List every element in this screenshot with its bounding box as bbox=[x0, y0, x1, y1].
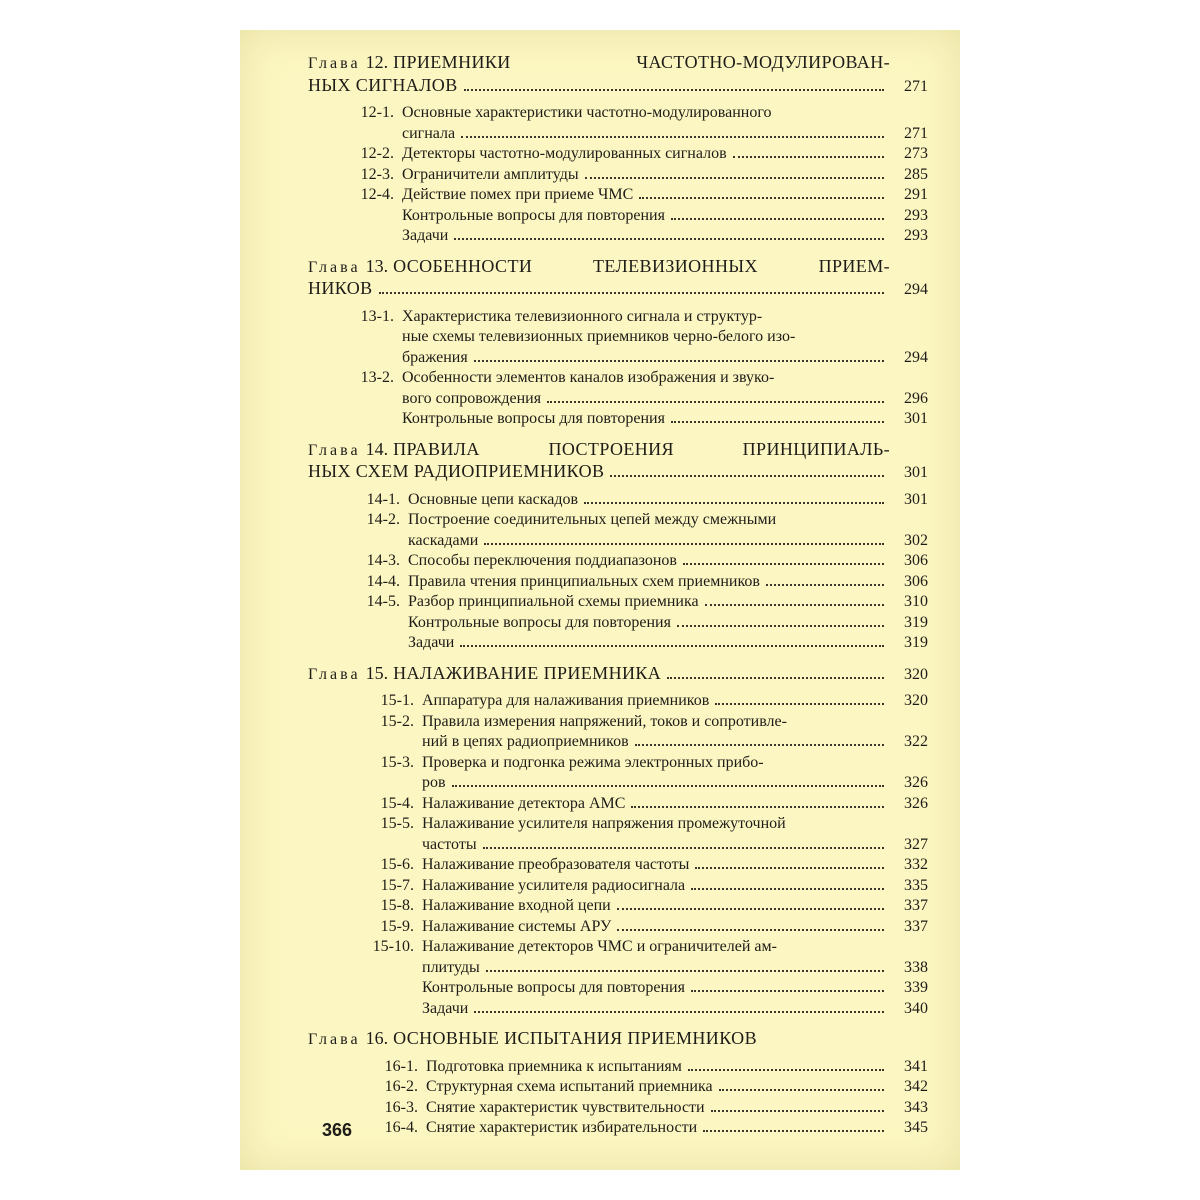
section-body bbox=[408, 613, 928, 634]
section-body bbox=[422, 753, 928, 794]
section-body bbox=[422, 691, 928, 712]
chapter-entry bbox=[308, 439, 928, 654]
section-title: Налаживание системы АРУ bbox=[422, 917, 612, 935]
section-title: Контрольные вопросы для повторения bbox=[402, 410, 665, 427]
section-page: 320 bbox=[904, 692, 928, 709]
chapter-heading bbox=[308, 52, 928, 75]
section-title: Контрольные вопросы для повторения bbox=[422, 979, 685, 996]
section-title-last-line bbox=[422, 794, 928, 815]
section-body bbox=[426, 1077, 928, 1098]
section-title-last-line bbox=[422, 835, 928, 856]
section-title-last-line bbox=[422, 917, 928, 938]
section-title-last-line bbox=[426, 1118, 928, 1139]
section-body bbox=[402, 185, 928, 206]
section-entry bbox=[308, 1118, 928, 1139]
section-title-last-line bbox=[408, 633, 928, 654]
section-title: вого сопровождения bbox=[402, 389, 542, 407]
section-entry bbox=[308, 144, 928, 165]
section-title-line: Основные характеристики частотно-модулированного bbox=[402, 104, 772, 121]
section-title: Аппаратура для налаживания приемников bbox=[422, 692, 710, 709]
section-entry bbox=[308, 633, 928, 654]
section-title-last-line bbox=[408, 572, 928, 593]
section-title-last-line bbox=[426, 1077, 928, 1098]
section-page: 294 bbox=[904, 348, 928, 366]
section-title-last-line bbox=[422, 896, 928, 917]
section-entry bbox=[308, 165, 928, 186]
dot-leader bbox=[719, 1089, 884, 1091]
section-title-last-line bbox=[402, 409, 928, 430]
section-entry bbox=[308, 490, 928, 511]
section-title-line: Налаживание усилителя напряжения промежуточной bbox=[422, 815, 786, 832]
section-page: 293 bbox=[904, 227, 928, 244]
section-title: Правила чтения принципиальных схем приемников bbox=[408, 572, 760, 590]
section-body bbox=[402, 103, 928, 144]
section-page: 338 bbox=[904, 958, 928, 976]
chapter-number: 16. bbox=[365, 1028, 389, 1048]
section-title-line: Налаживание детекторов ЧМС и ограничителей ам- bbox=[422, 938, 777, 955]
section-page: 326 bbox=[904, 774, 928, 791]
section-number: 14-2. bbox=[366, 511, 400, 528]
section-entry bbox=[308, 368, 928, 409]
section-number: 13-1. bbox=[360, 307, 394, 325]
section-page: 337 bbox=[904, 917, 928, 935]
section-list bbox=[308, 103, 928, 247]
section-entry bbox=[308, 855, 928, 876]
section-title: Налаживание усилителя радиосигнала bbox=[422, 876, 686, 894]
section-page: 302 bbox=[904, 531, 928, 549]
section-title: бражения bbox=[402, 348, 468, 366]
chapter-heading bbox=[308, 1028, 928, 1051]
dot-leader bbox=[683, 563, 884, 565]
dot-leader bbox=[715, 703, 884, 705]
section-page: 291 bbox=[904, 186, 928, 203]
section-body bbox=[402, 368, 928, 409]
chapter-word: Глава bbox=[308, 258, 361, 276]
section-title-line: Проверка и подгонка режима электронных прибо- bbox=[422, 753, 764, 771]
chapter-title-continued: НЫХ СХЕМ РАДИОПРИЕМНИКОВ bbox=[308, 461, 605, 481]
dot-leader bbox=[733, 156, 884, 158]
chapter-number: 13. bbox=[365, 255, 389, 276]
section-body bbox=[408, 572, 928, 593]
section-title-line: Характеристика телевизионного сигнала и структур- bbox=[402, 307, 763, 325]
section-body bbox=[408, 510, 928, 551]
section-number: 12-4. bbox=[360, 186, 394, 203]
section-body bbox=[422, 814, 928, 855]
table-of-contents bbox=[308, 52, 928, 1139]
dot-leader bbox=[454, 238, 884, 240]
section-page: 293 bbox=[904, 206, 928, 224]
chapter-title: ОСНОВНЫЕ ИСПЫТАНИЯ ПРИЕМНИКОВ bbox=[393, 1028, 757, 1048]
section-page: 271 bbox=[904, 124, 928, 142]
section-entry bbox=[308, 712, 928, 753]
dot-leader bbox=[460, 645, 884, 647]
section-entry bbox=[308, 753, 928, 794]
section-entry bbox=[308, 409, 928, 430]
chapter-heading-continued bbox=[308, 461, 928, 484]
dot-leader bbox=[484, 543, 884, 545]
section-title-last-line bbox=[402, 144, 928, 165]
section-title: Основные цепи каскадов bbox=[408, 490, 579, 508]
dot-leader bbox=[631, 806, 884, 808]
dot-leader bbox=[667, 677, 884, 679]
section-title: Налаживание преобразователя частоты bbox=[422, 856, 690, 873]
section-title-last-line bbox=[408, 551, 928, 572]
section-number: 16-3. bbox=[384, 1098, 418, 1116]
section-entry bbox=[308, 896, 928, 917]
section-title: Налаживание детектора АМС bbox=[422, 794, 626, 812]
section-title-last-line bbox=[422, 773, 928, 794]
section-entry bbox=[308, 185, 928, 206]
section-body bbox=[426, 1098, 928, 1119]
section-title-last-line bbox=[402, 389, 928, 410]
section-title: Структурная схема испытаний приемника bbox=[426, 1078, 713, 1095]
section-title: частоты bbox=[422, 835, 477, 853]
dot-leader bbox=[766, 584, 884, 586]
section-body bbox=[422, 794, 928, 815]
section-body bbox=[426, 1118, 928, 1139]
section-page: 339 bbox=[904, 979, 928, 996]
section-title-last-line bbox=[408, 531, 928, 552]
dot-leader bbox=[671, 218, 884, 220]
section-entry bbox=[308, 551, 928, 572]
chapter-title: НАЛАЖИВАНИЕ ПРИЕМНИКА bbox=[393, 662, 662, 683]
dot-leader bbox=[452, 785, 884, 787]
chapter-title: ОСОБЕННОСТИ ТЕЛЕВИЗИОННЫХ ПРИЕМ- bbox=[393, 255, 890, 276]
section-number: 16-2. bbox=[384, 1078, 418, 1095]
section-page: 335 bbox=[904, 876, 928, 894]
section-number: 16-1. bbox=[384, 1057, 418, 1075]
section-title-last-line bbox=[402, 348, 928, 369]
section-page: 332 bbox=[904, 856, 928, 873]
section-title: Детекторы частотно-модулированных сигналов bbox=[402, 145, 727, 162]
section-body bbox=[422, 937, 928, 978]
chapter-title: ПРАВИЛА ПОСТРОЕНИЯ ПРИНЦИПИАЛЬ- bbox=[393, 438, 890, 459]
section-title-last-line bbox=[402, 206, 928, 227]
dot-leader bbox=[639, 197, 884, 199]
section-title-last-line bbox=[422, 978, 928, 999]
section-page: 322 bbox=[904, 733, 928, 750]
dot-leader bbox=[617, 908, 884, 910]
dot-leader bbox=[705, 604, 884, 606]
section-entry bbox=[308, 814, 928, 855]
section-entry bbox=[308, 613, 928, 634]
section-number: 15-1. bbox=[380, 692, 414, 709]
section-title-last-line bbox=[408, 613, 928, 634]
section-title-last-line bbox=[422, 691, 928, 712]
section-page: 319 bbox=[904, 634, 928, 651]
section-title-last-line bbox=[422, 958, 928, 979]
chapter-title: ПРИЕМНИКИ ЧАСТОТНО-МОДУЛИРОВАН- bbox=[393, 52, 890, 72]
dot-leader bbox=[688, 1069, 884, 1071]
section-title-last-line bbox=[408, 490, 928, 511]
dot-leader bbox=[703, 1130, 884, 1132]
section-entry bbox=[308, 876, 928, 897]
page-number: 366 bbox=[322, 1120, 353, 1140]
section-entry bbox=[308, 510, 928, 551]
section-entry bbox=[308, 999, 928, 1020]
section-number: 16-4. bbox=[384, 1119, 418, 1136]
section-entry bbox=[308, 1057, 928, 1078]
chapter-entry bbox=[308, 256, 928, 430]
chapter-page: 301 bbox=[904, 464, 928, 481]
dot-leader bbox=[474, 1011, 884, 1013]
dot-leader bbox=[711, 1110, 884, 1112]
section-number: 12-3. bbox=[360, 165, 394, 183]
section-body bbox=[408, 633, 928, 654]
section-title: Действие помех при приеме ЧМС bbox=[402, 186, 634, 203]
dot-leader bbox=[486, 970, 884, 972]
section-title-last-line bbox=[408, 592, 928, 613]
section-page: 340 bbox=[904, 999, 928, 1017]
section-number: 14-5. bbox=[366, 593, 400, 610]
section-body bbox=[402, 226, 928, 247]
section-number: 15-6. bbox=[380, 856, 414, 873]
section-entry bbox=[308, 978, 928, 999]
section-number: 15-3. bbox=[380, 753, 414, 771]
dot-leader bbox=[691, 888, 884, 890]
section-page: 327 bbox=[904, 835, 928, 853]
section-body bbox=[408, 551, 928, 572]
book-page bbox=[240, 30, 960, 1170]
section-entry bbox=[308, 592, 928, 613]
chapter-word: Глава bbox=[308, 1031, 361, 1048]
section-title-last-line bbox=[402, 185, 928, 206]
dot-leader bbox=[691, 990, 884, 992]
section-title-last-line bbox=[422, 855, 928, 876]
section-body bbox=[402, 409, 928, 430]
dot-leader bbox=[677, 625, 884, 627]
section-number: 13-2. bbox=[360, 369, 394, 386]
section-page: 301 bbox=[904, 490, 928, 508]
section-body bbox=[422, 978, 928, 999]
section-number: 14-1. bbox=[366, 490, 400, 508]
section-title: Задачи bbox=[402, 227, 449, 244]
section-entry bbox=[308, 937, 928, 978]
section-number: 12-1. bbox=[360, 104, 394, 121]
section-page: 273 bbox=[904, 145, 928, 162]
chapter-title-continued: НЫХ СИГНАЛОВ bbox=[308, 74, 458, 95]
section-page: 341 bbox=[904, 1057, 928, 1075]
section-page: 310 bbox=[904, 593, 928, 610]
chapter-page: 294 bbox=[904, 281, 928, 298]
dot-leader bbox=[585, 177, 884, 179]
section-entry bbox=[308, 691, 928, 712]
section-page: 326 bbox=[904, 794, 928, 812]
section-body bbox=[422, 712, 928, 753]
section-page: 342 bbox=[904, 1078, 928, 1095]
section-entry bbox=[308, 917, 928, 938]
section-title: сигнала bbox=[402, 124, 456, 142]
section-title-last-line bbox=[422, 876, 928, 897]
section-body bbox=[422, 999, 928, 1020]
section-body bbox=[408, 592, 928, 613]
chapter-title-continued: НИКОВ bbox=[308, 278, 373, 298]
section-entry bbox=[308, 572, 928, 593]
section-title: Способы переключения поддиапазонов bbox=[408, 552, 677, 569]
section-page: 337 bbox=[904, 897, 928, 914]
section-title: Задачи bbox=[408, 634, 455, 651]
chapter-number: 15. bbox=[365, 662, 389, 683]
section-title: Ограничители амплитуды bbox=[402, 165, 579, 183]
section-entry bbox=[308, 307, 928, 369]
section-number: 15-2. bbox=[380, 712, 414, 730]
chapter-heading-continued bbox=[308, 278, 928, 301]
dot-leader bbox=[635, 744, 884, 746]
section-title-line: Построение соединительных цепей между смежными bbox=[408, 511, 777, 528]
section-number: 15-7. bbox=[380, 876, 414, 894]
chapter-page: 320 bbox=[904, 665, 928, 683]
section-title: каскадами bbox=[408, 531, 479, 549]
section-title-last-line bbox=[426, 1057, 928, 1078]
dot-leader bbox=[547, 401, 884, 403]
section-number: 14-4. bbox=[366, 572, 400, 590]
section-number: 15-5. bbox=[380, 815, 414, 832]
section-number: 15-9. bbox=[380, 917, 414, 935]
section-title-last-line bbox=[402, 165, 928, 186]
section-number: 15-10. bbox=[372, 938, 414, 955]
chapter-word: Глава bbox=[308, 55, 361, 72]
section-title-line: Правила измерения напряжений, токов и сопротивле- bbox=[422, 712, 787, 730]
section-list bbox=[308, 691, 928, 1019]
chapter-word: Глава bbox=[308, 441, 361, 459]
chapter-word: Глава bbox=[308, 665, 361, 683]
chapter-entry bbox=[308, 1028, 928, 1139]
section-body bbox=[402, 307, 928, 369]
section-number: 15-4. bbox=[380, 794, 414, 812]
dot-leader bbox=[379, 292, 884, 294]
section-entry bbox=[308, 1077, 928, 1098]
chapter-page: 271 bbox=[904, 77, 928, 95]
section-page: 285 bbox=[904, 165, 928, 183]
section-title: Снятие характеристик чувствительности bbox=[426, 1098, 705, 1116]
chapter-number: 14. bbox=[365, 438, 389, 459]
dot-leader bbox=[474, 360, 884, 362]
section-entry bbox=[308, 794, 928, 815]
section-title-line: Особенности элементов каналов изображения и звуко- bbox=[402, 369, 775, 386]
section-title: Разбор принципиальной схемы приемника bbox=[408, 593, 699, 610]
section-title: ний в цепях радиоприемников bbox=[422, 733, 629, 750]
section-page: 306 bbox=[904, 572, 928, 590]
section-title: Снятие характеристик избирательности bbox=[426, 1119, 698, 1136]
dot-leader bbox=[610, 475, 884, 477]
section-body bbox=[408, 490, 928, 511]
section-title: ров bbox=[422, 774, 446, 791]
section-page: 343 bbox=[904, 1098, 928, 1116]
section-entry bbox=[308, 206, 928, 227]
section-body bbox=[422, 855, 928, 876]
section-title: Подготовка приемника к испытаниям bbox=[426, 1057, 682, 1075]
section-number: 15-8. bbox=[380, 897, 414, 914]
section-number: 12-2. bbox=[360, 145, 394, 162]
section-title-last-line bbox=[426, 1098, 928, 1119]
dot-leader bbox=[584, 502, 884, 504]
chapter-heading bbox=[308, 663, 928, 686]
chapter-heading-continued bbox=[308, 75, 928, 98]
section-body bbox=[422, 917, 928, 938]
section-title: Задачи bbox=[422, 999, 469, 1017]
section-page: 345 bbox=[904, 1119, 928, 1136]
dot-leader bbox=[671, 421, 884, 423]
section-body bbox=[422, 896, 928, 917]
section-title-last-line bbox=[402, 124, 928, 145]
dot-leader bbox=[461, 136, 884, 138]
section-entry bbox=[308, 103, 928, 144]
section-page: 306 bbox=[904, 552, 928, 569]
section-list bbox=[308, 307, 928, 430]
dot-leader bbox=[464, 89, 884, 91]
section-title: Налаживание входной цепи bbox=[422, 897, 611, 914]
section-body bbox=[402, 144, 928, 165]
section-body bbox=[402, 206, 928, 227]
section-list bbox=[308, 1057, 928, 1139]
chapter-number: 12. bbox=[365, 52, 389, 72]
chapter-heading bbox=[308, 439, 928, 462]
section-body bbox=[402, 165, 928, 186]
section-title: Контрольные вопросы для повторения bbox=[402, 206, 665, 224]
section-entry bbox=[308, 226, 928, 247]
chapter-heading bbox=[308, 256, 928, 279]
section-body bbox=[426, 1057, 928, 1078]
section-title-line: ные схемы телевизионных приемников черно-белого изо- bbox=[402, 328, 796, 345]
chapter-entry bbox=[308, 663, 928, 1020]
section-body bbox=[422, 876, 928, 897]
section-page: 319 bbox=[904, 613, 928, 631]
section-title: плитуды bbox=[422, 958, 480, 976]
dot-leader bbox=[695, 867, 884, 869]
section-title-last-line bbox=[422, 732, 928, 753]
section-title-last-line bbox=[422, 999, 928, 1020]
section-list bbox=[308, 490, 928, 654]
section-title-last-line bbox=[402, 226, 928, 247]
section-title: Контрольные вопросы для повторения bbox=[408, 613, 671, 631]
chapter-entry bbox=[308, 52, 928, 247]
section-page: 296 bbox=[904, 389, 928, 407]
section-number: 14-3. bbox=[366, 552, 400, 569]
dot-leader bbox=[483, 847, 884, 849]
section-page: 301 bbox=[904, 410, 928, 427]
section-entry bbox=[308, 1098, 928, 1119]
dot-leader bbox=[617, 929, 884, 931]
